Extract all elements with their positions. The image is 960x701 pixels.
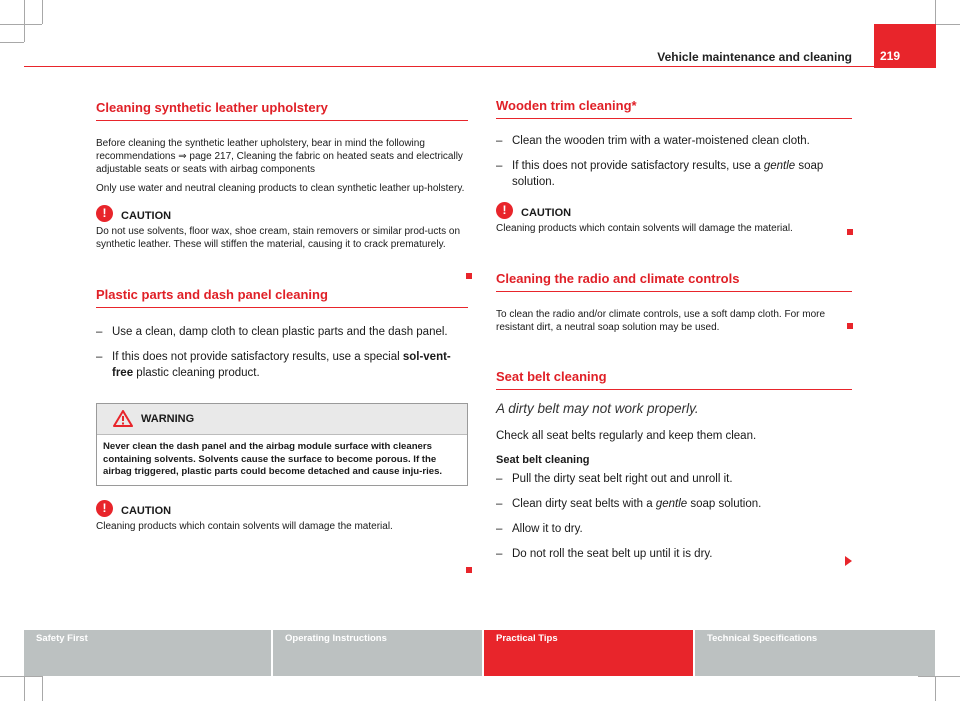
section-heading-upholstery: Cleaning synthetic leather upholstery	[96, 100, 468, 121]
list-item	[496, 471, 852, 487]
header-rule	[24, 66, 874, 67]
crop-mark	[0, 676, 42, 677]
caution-text: Cleaning products which contain solvents will damage the material.	[96, 520, 393, 532]
section-end-marker	[466, 273, 472, 279]
list-item-text: If this does not provide satisfactory results, use a special	[112, 351, 403, 363]
section-end-marker	[847, 323, 853, 329]
seat-belt-subheading: Seat belt cleaning	[496, 454, 590, 466]
emphasis-text: gentle	[655, 498, 688, 510]
list-item-text: Use a clean, damp cloth to clean plastic parts and the dash panel.	[112, 326, 448, 338]
list-item-text: soap solution.	[512, 160, 824, 188]
warning-text: Never clean the dash panel and the airbag module surface with cleaners containing solvents. Solvents cause the surface to become porous. If the airbag triggered, plastic parts could become detached and cause inju-ries.	[103, 441, 443, 477]
section-heading-radio: Cleaning the radio and climate controls	[496, 271, 852, 292]
page-number: 219	[880, 49, 901, 63]
crop-mark	[0, 24, 42, 25]
list-item	[496, 496, 852, 512]
emphasis-text: sol-vent-free	[112, 351, 451, 379]
emphasis-text: gentle	[763, 160, 796, 172]
footer-tab-safety-first[interactable]	[24, 630, 271, 676]
list-dash: –	[496, 548, 503, 560]
list-item-text: Clean dirty seat belts with a	[512, 498, 656, 510]
crop-mark	[42, 0, 43, 24]
list-item	[496, 546, 852, 562]
list-dash: –	[496, 498, 503, 510]
section-end-marker	[847, 229, 853, 235]
caution-icon: !	[96, 205, 113, 222]
continue-arrow-icon	[845, 556, 852, 566]
footer-tab-technical-specifications[interactable]	[695, 630, 935, 676]
upholstery-para-2: Only use water and neutral cleaning products to clean synthetic leather up-holstery.	[96, 183, 465, 194]
caution-icon: !	[496, 202, 513, 219]
caution-header	[496, 202, 852, 219]
list-item-text: Pull the dirty seat belt right out and unroll it.	[512, 473, 733, 485]
caution-title: CAUTION	[121, 504, 172, 517]
seat-belt-lead: A dirty belt may not work properly.	[496, 401, 699, 416]
crop-mark	[935, 676, 936, 701]
caution-title: CAUTION	[121, 210, 172, 222]
caution-title: CAUTION	[521, 207, 572, 219]
seat-belt-intro: Check all seat belts regularly and keep them clean.	[496, 430, 757, 442]
list-dash: –	[496, 523, 503, 535]
upholstery-para-1: Before cleaning the synthetic leather upholstery, bear in mind the following recommendations ⇒ page 217, Cleaning the fabric on heated seats and electrically adjustable seats or seats with airbag components	[96, 138, 463, 175]
footer-tab-label: Operating Instructions	[285, 633, 387, 644]
list-item-text: Do not roll the seat belt up until it is dry.	[512, 548, 713, 560]
section-end-marker	[466, 567, 472, 573]
running-header-title: Vehicle maintenance and cleaning	[657, 50, 852, 64]
footer-tab-label: Practical Tips	[496, 633, 558, 644]
crop-mark	[42, 676, 43, 701]
warning-header	[97, 404, 467, 435]
list-dash: –	[496, 160, 503, 172]
list-item-text: plastic cleaning product.	[133, 367, 260, 379]
list-item	[496, 158, 852, 190]
caution-icon: !	[96, 500, 113, 517]
warning-title: WARNING	[141, 412, 195, 425]
list-dash: –	[96, 351, 103, 363]
list-item	[96, 324, 468, 340]
section-heading-seat-belt: Seat belt cleaning	[496, 369, 852, 390]
list-item	[496, 133, 852, 149]
caution-text: Do not use solvents, floor wax, shoe cream, stain removers or similar prod-ucts on synthetic leather. These will stiffen the material, causing it to crack prematurely.	[96, 226, 461, 250]
footer-tab-label: Technical Specifications	[707, 633, 818, 644]
list-item	[96, 349, 468, 381]
caution-text: Cleaning products which contain solvents will damage the material.	[496, 223, 793, 234]
list-item-text: Allow it to dry.	[512, 523, 583, 535]
crop-mark	[918, 676, 960, 677]
caution-header	[96, 500, 468, 517]
list-dash: –	[96, 326, 103, 338]
warning-box	[96, 403, 468, 486]
section-heading-wood: Wooden trim cleaning*	[496, 98, 852, 119]
list-item-text: Clean the wooden trim with a water-moistened clean cloth.	[512, 135, 810, 147]
page-number-box	[874, 24, 936, 68]
crop-mark	[24, 676, 25, 701]
list-dash: –	[496, 473, 503, 485]
right-column	[496, 98, 852, 562]
crop-mark	[24, 0, 25, 42]
caution-header	[96, 205, 468, 222]
list-item	[496, 521, 852, 537]
list-dash: –	[496, 135, 503, 147]
list-item-text: soap solution.	[687, 498, 762, 510]
list-item-text: If this does not provide satisfactory results, use a	[512, 160, 764, 172]
warning-triangle-icon	[113, 410, 133, 427]
footer-tab-label: Safety First	[36, 633, 88, 644]
crop-mark	[0, 42, 24, 43]
footer-tab-operating-instructions[interactable]	[273, 630, 482, 676]
left-column	[96, 100, 468, 533]
footer-tab-practical-tips[interactable]	[484, 630, 693, 676]
section-heading-plastic: Plastic parts and dash panel cleaning	[96, 287, 468, 308]
radio-para: To clean the radio and/or climate controls, use a soft damp cloth. For more resistant dirt, a neutral soap solution may be used.	[496, 309, 826, 333]
